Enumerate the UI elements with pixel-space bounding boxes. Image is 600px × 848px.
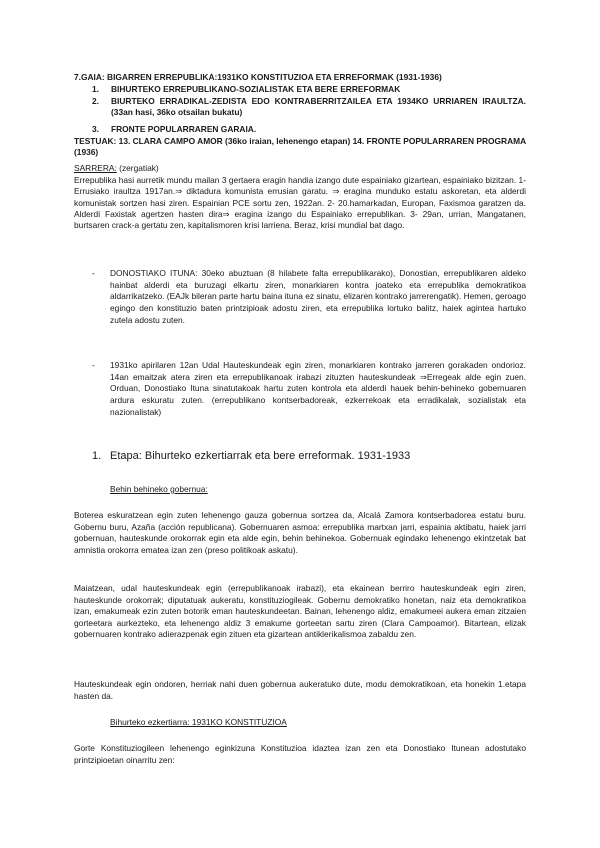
bullet-dash: -: [92, 268, 95, 278]
paragraph: Maiatzean, udal hauteskundeak egin (errepublikanoak irabazi), eta ekainean berriro hauteskundeak egin ziren, hauteskunde orokorrak; diputatuak aukeratu, konstituziogileak. Gobernu demokratiko honetan, naiz eta demokratikoa izan, emakumeak ezin zuten botorik eman hauteskundeetan. Bainan, lehenengo aldiz, emakumeei aukera eman zitzaien gorteetara aurkezteko, eta lehenengo aldiz 3 emakume gorteetan sartu ziren (Clara Campoamor). Bitartean, elizak gobernuaren kontrako adierazpenak egin zituen eta gizartean antiklerikalismoa zabaldu zen.: [74, 583, 526, 640]
sarrera-heading: [74, 163, 159, 174]
subsection-heading: Behin behineko gobernua:: [110, 484, 208, 494]
list-item-text: BIURTEKO ERRADIKAL-ZEDISTA EDO KONTRABERRITZAILEA ETA 1934KO URRIAREN IRAULTZA. (33an hasi, 36ko otsailan bukatu): [111, 96, 526, 118]
document-title: 7.GAIA: BIGARREN ERREPUBLIKA:1931KO KONSTITUZIOA ETA ERREFORMAK (1931-1936): [74, 72, 442, 82]
bullet-text: DONOSTIAKO ITUNA: 30eko abuztuan (8 hilabete falta errepublikarako), Donostian, errepublikaren aldeko hainbat alderdi eta buruzagi elkartu ziren, monarkiaren kontra joateko eta errepublika demokratikoa aldarrikatzeko. (EAJk bileran parte hartu baina ituna ez sinatu, elizaren kontrako jarrerengatik). Hemen, geroago egingo den konstituzio baten printzipioak adostu ziren, eta errepublika lortuko balitz, haiek agintea hartuko zutela adostu zuten.: [110, 268, 526, 325]
paragraph: Boterea eskuratzean egin zuten lehenengo gauza gobernua sortzea da, Alcalá Zamora kontserbadorea estatu buru. Gobernu buru, Azaña (acción republicana). Gobernuaren asmoa: errepublika martxan jarri, espainia aktibatu, haiek jarri gobernuan, hauteskunde orokorrak egin eta alde egin, behin behinekoa. Gobernuak egindako lehenengo ekintzetak bat amnistia orokorra ematea izan zen (preso politikoak askatu).: [74, 510, 526, 555]
list-item-number: 3.: [92, 124, 99, 134]
section-number: 1.: [92, 450, 102, 462]
paragraph: Hauteskundeak egin ondoren, herriak nahi duen gobernua aukeratuko dute, modu demokratikoan, eta honekin 1.etapa hasten da.: [74, 679, 526, 701]
sarrera-label: SARRERA:: [74, 163, 117, 173]
bullet-dash: -: [92, 360, 95, 370]
section-title: Etapa: Bihurteko ezkertiarrak eta bere erreformak. 1931-1933: [110, 450, 411, 462]
sarrera-suffix: (zergatiak): [116, 163, 159, 173]
testuak-line: TESTUAK: 13. CLARA CAMPO AMOR (36ko iraian, lehenengo etapan) 14. FRONTE POPULARRAREN PROGRAMA (1936): [74, 136, 526, 158]
sarrera-paragraph: Errepublika hasi aurretik mundu mailan 3 gertaera eragin handia izango dute espainiako gizartean, espainiako bizitzan. 1-Errusiako iraultza 1917an.⇒ diktadura komunista errusian garatu. ⇒ eragina munduko estatu askoretan, eta alderdi komunistak sortzen hasi ziren. Espainian PCE sortu zen, 1922an. 2- 20.hamarkadan, Europan, Faxismoa garatzen da. Alderdi Faxistak agertzen hasten dira⇒ eragina izango du Espainiako errepublikan. 3- 29an, urrian, Mangatanen, burtsaren crack-a gertatu zen, kapitalismoren krisi larriena. Beraz, krisi mundial bat dago.: [74, 175, 526, 231]
list-item-number: 2.: [92, 96, 99, 106]
subsection-heading: Bihurteko ezkertiarra: 1931KO KONSTITUZIOA: [110, 717, 287, 727]
paragraph: Gorte Konstituziogileen lehenengo eginkizuna Konstituzioa idaztea izan zen eta Donostiako Itunean adostutako printzipioetan oinarritu zen:: [74, 743, 526, 765]
list-item-text: BIHURTEKO ERREPUBLIKANO-SOZIALISTAK ETA BERE ERREFORMAK: [111, 84, 401, 94]
section-heading: [92, 449, 410, 463]
list-item-number: 1.: [92, 84, 99, 94]
bullet-text: 1931ko apirilaren 12an Udal Hauteskundeak egin ziren, monarkiaren kontrako jarreren gorakaden ondorioz. 14an emaitzak atera ziren eta errepublikanoak irabazi zituzten hauteskundeak ⇒Erregeak alde egin zuen. Orduan, Donostiako Ituna sinatutakoak hartu zuten kontrola eta alderdi hauek behin-behineko gobernuaren ardura eskuratu zuten. (errepublikano kontserbadoreak, ezkerrekoak eta erradikalak, sozialistak eta nazionalistak): [110, 360, 526, 417]
list-item-text: FRONTE POPULARRAREN GARAIA.: [111, 124, 257, 134]
